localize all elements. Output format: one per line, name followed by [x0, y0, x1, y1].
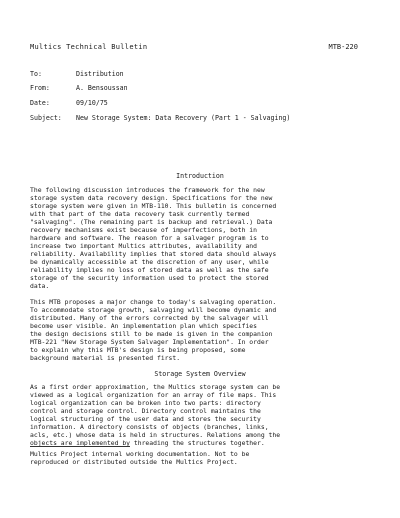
memo-subject-label: Subject: [30, 114, 62, 122]
text-line: acls, etc.) whose data is held in structures. Relations among the [30, 431, 281, 439]
text-line: the design decisions still to be made is given in the companion [30, 330, 273, 338]
text-line: The following discussion introduces the framework for the new [30, 186, 265, 194]
text-line: reliability implies no loss of stored data as well as the safe [30, 266, 269, 274]
footer-divider [30, 446, 130, 447]
text-line: This MTB proposes a major change to today's salvaging operation. [30, 298, 277, 306]
introduction-heading: Introduction [176, 172, 224, 180]
text-line: logical structuring of the user data and stores the security [30, 415, 261, 423]
bulletin-title: Multics Technical Bulletin [30, 43, 148, 51]
text-line: storage of the security information used to protect the stored [30, 274, 269, 282]
memo-to-label: To: [30, 70, 42, 78]
text-line: information. A directory consists of objects (branches, links, [30, 423, 269, 431]
memo-to [30, 70, 370, 78]
text-line: to explain why this MTB's design is being proposed, some [30, 346, 246, 354]
memo-date-value: 09/10/75 [76, 99, 108, 107]
text-line: storage system were given in MTB-110. This bulletin is concerned [30, 202, 277, 210]
bulletin-number: MTB-220 [328, 43, 358, 51]
text-line: background material is presented first. [30, 354, 181, 362]
introduction-paragraph-2 [30, 298, 370, 362]
text-line: data. [30, 282, 50, 290]
memo-subject [30, 114, 370, 122]
text-line: "salvaging". (The remaining part is backup and retrieval.) Data [30, 218, 273, 226]
overview-heading: Storage System Overview [154, 370, 246, 378]
text-line: As a first order approximation, the Multics storage system can be [30, 383, 281, 391]
memo-to-value: Distribution [76, 70, 124, 78]
footer-line: Multics Project internal working documentation. Not to be [30, 450, 250, 458]
memo-date-label: Date: [30, 99, 50, 107]
memo-from [30, 84, 370, 92]
text-line: increase two important Multics attributes, availability and [30, 242, 258, 250]
text-line: become user visible. An implementation plan which specifies [30, 322, 258, 330]
text-line: logical organization can be broken into two parts: directory [30, 399, 261, 407]
memo-subject-value: New Storage System: Data Recovery (Part 1 - Salvaging) [76, 114, 291, 122]
text-line: reliability. Availability implies that stored data should always [30, 250, 277, 258]
footer-line: reproduced or distributed outside the Multics Project. [30, 458, 238, 466]
overview-paragraph-1 [30, 383, 370, 447]
text-line: To accommodate storage growth, salvaging will become dynamic and [30, 306, 277, 314]
memo-from-label: From: [30, 84, 50, 92]
footer-notice [30, 450, 370, 466]
text-line: storage system data recovery design. Specifications for the new [30, 194, 273, 202]
text-line: hardware and software. The reason for a salvager program is to [30, 234, 269, 242]
text-line: control and storage control. Directory control maintains the [30, 407, 261, 415]
memo-date [30, 99, 370, 107]
text-line: MTB-221 "New Storage System Salvager Implementation". In order [30, 338, 269, 346]
text-line: objects are implemented by threading the structures together. [30, 439, 265, 447]
text-line: viewed as a logical organization for an array of file maps. This [30, 391, 277, 399]
text-line: with that part of the data recovery task currently termed [30, 210, 250, 218]
introduction-paragraph-1 [30, 186, 370, 290]
text-line: recovery mechanisms exist because of imperfections, both in [30, 226, 258, 234]
memo-from-value: A. Bensoussan [76, 84, 128, 92]
text-line: distributed. Many of the errors corrected by the salvager will [30, 314, 269, 322]
text-line: be dynamically accessible at the discretion of any user, while [30, 258, 269, 266]
